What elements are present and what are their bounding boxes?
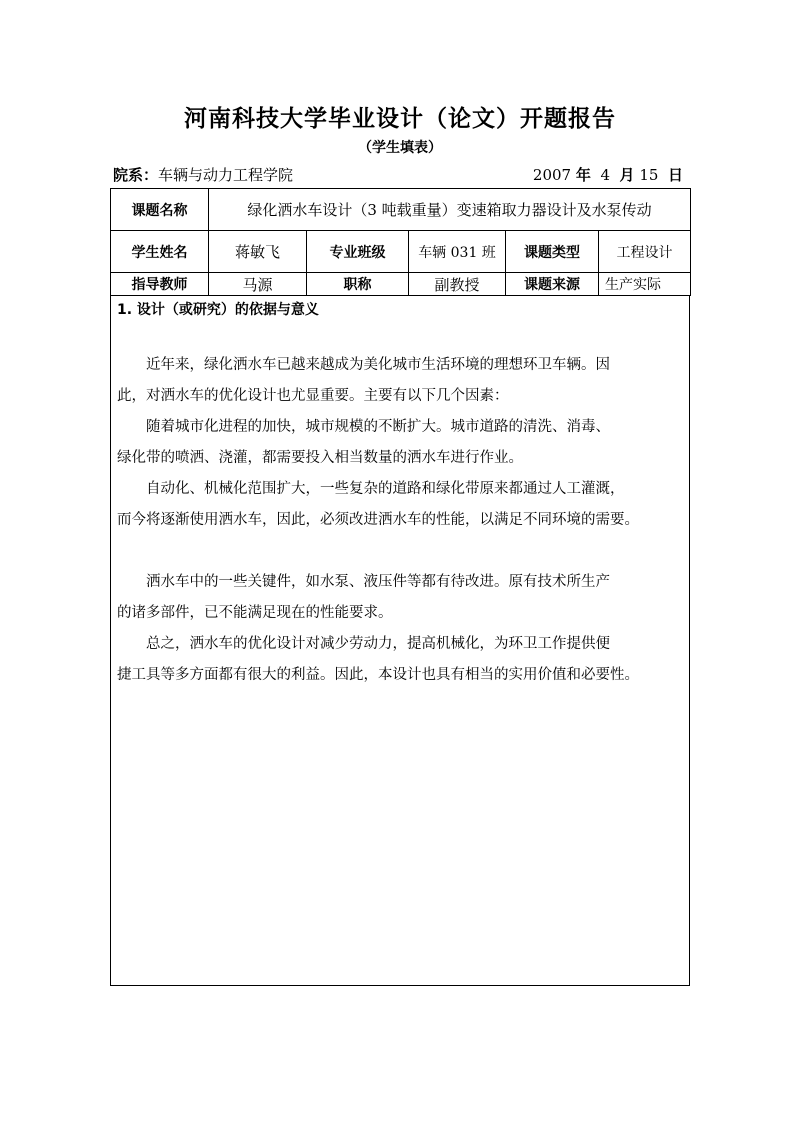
paragraph-spacer: [117, 536, 692, 567]
date-month-unit: 月: [619, 166, 635, 184]
department-value: 车辆与动力工程学院: [158, 166, 294, 184]
advisor-label: 指导教师: [111, 273, 209, 296]
table-row: [111, 273, 691, 296]
table-row: [111, 189, 691, 231]
topic-source-label: 课题来源: [506, 273, 599, 296]
topic-type-label: 课题类型: [506, 231, 599, 273]
topic-info-table: [110, 188, 691, 296]
topic-label: 课题名称: [111, 189, 209, 231]
document-subtitle: （学生填表）: [358, 140, 442, 156]
paragraph-line: 近年来，绿化洒水车已越来越成为美化城市生活环境的理想环卫车辆。因: [146, 357, 610, 373]
department-line: [113, 164, 683, 184]
paragraph-line: 洒水车中的一些关键件，如水泵、液压件等都有待改进。原有技术所生产: [146, 574, 610, 590]
advisor-value: 马源: [209, 273, 307, 296]
student-name-value: 蒋敏飞: [209, 231, 307, 273]
paragraph-line: 的诸多部件，已不能满足现在的性能要求。: [117, 605, 393, 621]
paragraph-line: 此，对洒水车的优化设计也尤显重要。主要有以下几个因素：: [117, 388, 509, 404]
job-title-value: 副教授: [409, 273, 506, 296]
job-title-label: 职称: [307, 273, 409, 296]
date-day-unit: 日: [667, 166, 683, 184]
topic-source-value: 生产实际: [599, 273, 691, 296]
topic-value: 绿化洒水车设计（3 吨载重量）变速箱取力器设计及水泵传动: [209, 189, 691, 231]
document-title: 河南科技大学毕业设计（论文）开题报告: [184, 106, 616, 132]
paragraph-line: 绿化带的喷洒、浇灌，都需要投入相当数量的洒水车进行作业。: [117, 450, 523, 466]
topic-type-value: 工程设计: [599, 231, 691, 273]
paragraph-line: 而今将逐渐使用洒水车，因此，必须改进洒水车的性能，以满足不同环境的需要。: [117, 512, 639, 528]
class-label: 专业班级: [307, 231, 409, 273]
student-name-label: 学生姓名: [111, 231, 209, 273]
report-date: [533, 164, 683, 185]
paragraph-line: 捷工具等多方面都有很大的利益。因此，本设计也具有相当的实用价值和必要性。: [117, 667, 639, 683]
section-heading: 1. 设计（或研究）的依据与意义: [117, 302, 319, 318]
date-month: 4: [600, 166, 610, 184]
paragraph-line: 总之，洒水车的优化设计对减少劳动力，提高机械化，为环卫工作提供便: [146, 636, 610, 652]
table-row: [111, 231, 691, 273]
date-year-unit: 年: [575, 166, 591, 184]
class-value: 车辆 031 班: [409, 231, 506, 273]
paragraph-line: 自动化、机械化范围扩大，一些复杂的道路和绿化带原来都通过人工灌溉，: [146, 481, 625, 497]
date-year: 2007: [532, 166, 572, 184]
paragraph-line: 随着城市化进程的加快，城市规模的不断扩大。城市道路的清洗、消毒、: [146, 419, 610, 435]
date-day: 15: [639, 166, 659, 184]
department-label: 院系：: [113, 166, 159, 184]
basis-section: [110, 295, 690, 986]
section-body: [117, 350, 692, 691]
